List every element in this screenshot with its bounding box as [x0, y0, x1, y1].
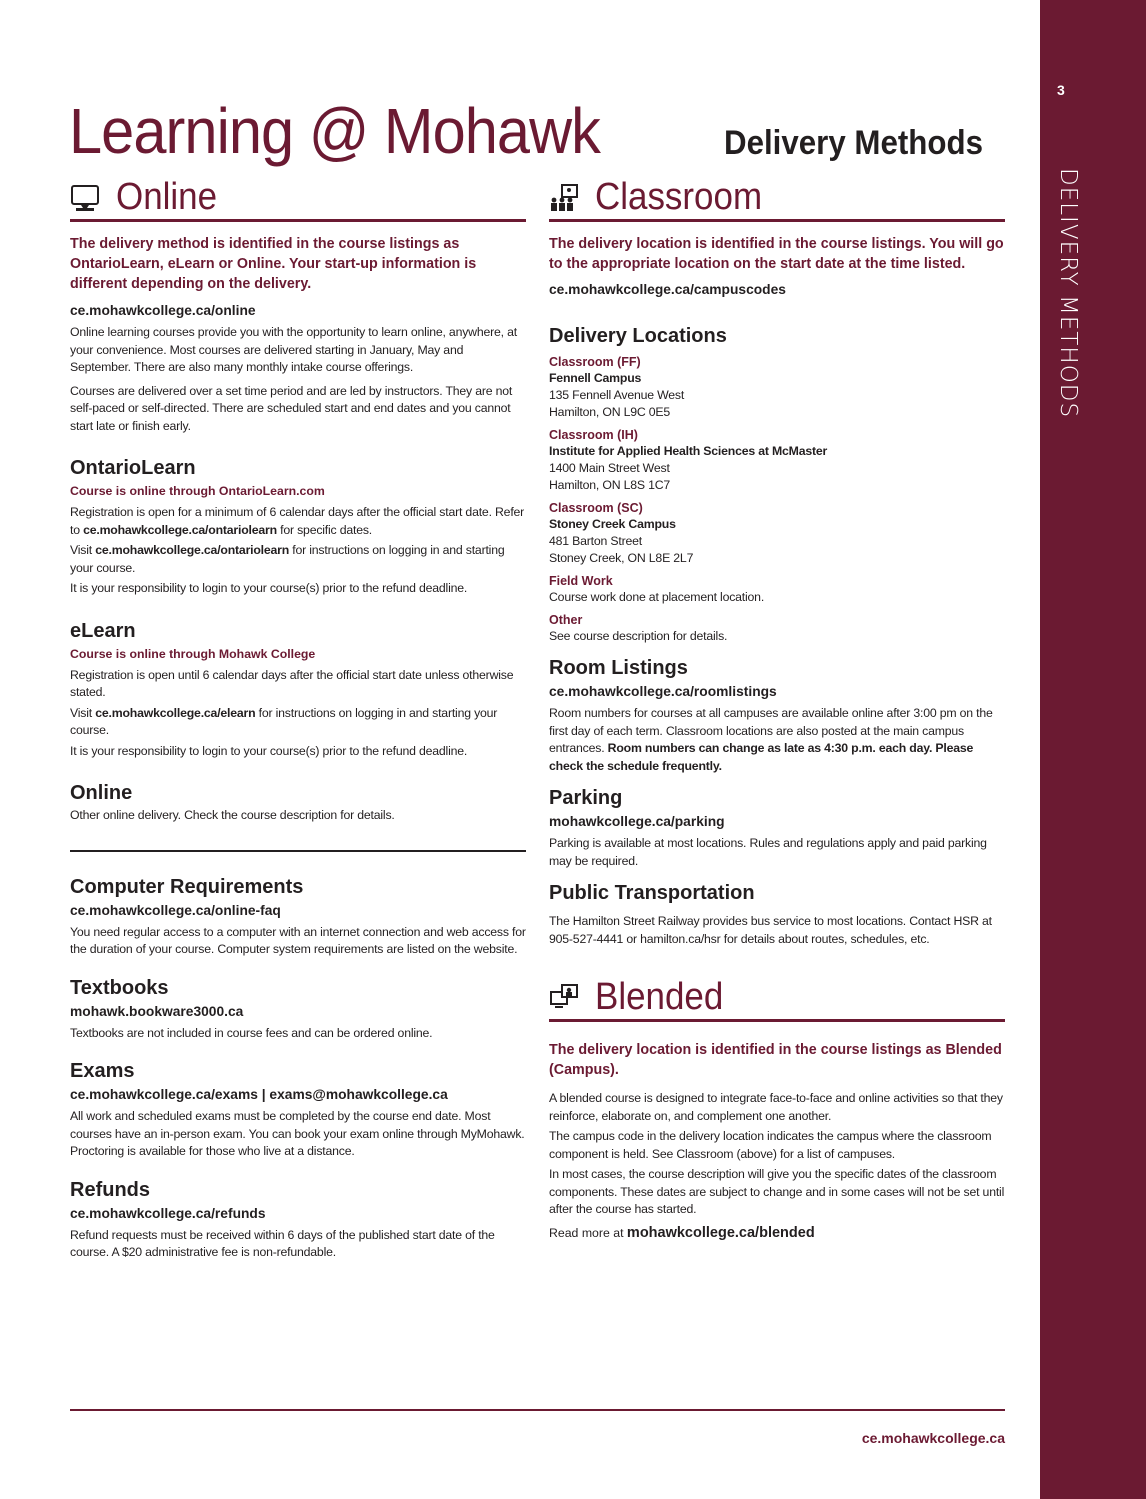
footer-url[interactable]: ce.mohawkcollege.ca [861, 1430, 1005, 1446]
ontariolearn-link-1[interactable]: ce.mohawkcollege.ca/ontariolearn [83, 522, 277, 537]
page-number: 3 [1057, 82, 1065, 98]
online-intro: The delivery method is identified in the course listings as OntarioLearn, eLearn or Online. Your start-up information is different depending on the delivery. [70, 236, 477, 292]
ontariolearn-title: OntarioLearn [70, 457, 196, 479]
online-paragraph-1: Online learning courses provide you with the opportunity to learn online, anywhere, at your convenience. Most courses are delivered starting in January, May and September. There are also many monthly intake course offerings. [70, 325, 517, 374]
blended-intro: The delivery location is identified in the course listings as Blended (Campus). [549, 1042, 1002, 1078]
ontariolearn-tag: Course is online through OntarioLearn.com [70, 484, 325, 498]
ontariolearn-paragraph-3: It is your responsibility to login to your course(s) prior to the refund deadline. [70, 581, 468, 595]
exams-title: Exams [70, 1060, 135, 1082]
location-ih-line2: Hamilton, ON L8S 1C7 [549, 478, 671, 492]
location-ff-line2: Hamilton, ON L9C 0E5 [549, 405, 671, 419]
classroom-heading: Classroom [595, 176, 763, 218]
rooms-warning: Room numbers can change as late as 4:30 p.m. each day. Please check the schedule frequently. [549, 741, 974, 773]
elearn-title: eLearn [70, 619, 136, 642]
transit-title: Public Transportation [549, 882, 755, 904]
blended-link[interactable]: mohawkcollege.ca/blended [626, 1224, 815, 1241]
side-title [1040, 168, 1096, 468]
elearn-paragraph-1: Registration is open until 6 calendar days after the official start date unless otherwise stated. [70, 667, 514, 699]
textbooks-title: Textbooks [70, 976, 169, 999]
elearn-paragraph-2: Visit ce.mohawkcollege.ca/elearn for instructions on logging in and starting your course. [70, 705, 498, 737]
location-ih-line1: 1400 Main Street West [549, 461, 670, 475]
ontariolearn-paragraph-1: Registration is open for a minimum of 6 calendar days after the official start date. Refer to ce.mohawkcollege.ca/ontariolearn for specific dates. [70, 505, 525, 537]
locations-title: Delivery Locations [549, 325, 727, 347]
footer-divider [70, 1409, 1005, 1411]
elearn-paragraph-3: It is your responsibility to login to your course(s) prior to the refund deadline. [70, 743, 468, 758]
computer-title: Computer Requirements [70, 875, 304, 898]
right-column [549, 176, 1005, 1241]
rooms-title: Room Listings [549, 657, 688, 679]
exams-url[interactable]: ce.mohawkcollege.ca/exams | exams@mohawkcollege.ca [70, 1087, 448, 1102]
blended-heading: Blended [595, 976, 724, 1018]
blended-paragraph-3: In most cases, the course description will give you the specific dates of the classroom components. These dates are subject to change and in some cases will not be set until after the course has started. [549, 1167, 1005, 1216]
location-other-line1: See course description for details. [549, 629, 728, 643]
computer-url[interactable]: ce.mohawkcollege.ca/online-faq [70, 902, 281, 918]
online-sub-title: Online [70, 782, 133, 804]
location-ff-line1: 135 Fennell Avenue West [549, 388, 685, 402]
blended-readmore: Read more at mohawkcollege.ca/blended [549, 1224, 815, 1241]
location-ff-label: Classroom (FF) [549, 355, 641, 369]
location-field-label: Field Work [549, 574, 613, 588]
blended-section-header [549, 976, 1005, 1022]
ontariolearn-link-2[interactable]: ce.mohawkcollege.ca/ontariolearn [95, 543, 290, 557]
location-sc-line2: Stoney Creek, ON L8E 2L7 [549, 551, 694, 565]
side-title-text: DELIVERY METHODS [1055, 168, 1081, 419]
rooms-url[interactable]: ce.mohawkcollege.ca/roomlistings [549, 684, 777, 699]
location-ih-label: Classroom (IH) [549, 428, 638, 442]
transit-paragraph: The Hamilton Street Railway provides bus service to most locations. Contact HSR at 905-527-4441 or hamilton.ca/hsr for details about routes, schedules, etc. [549, 914, 992, 946]
textbooks-paragraph: Textbooks are not included in course fees and can be ordered online. [70, 1025, 433, 1040]
parking-paragraph: Parking is available at most locations. Rules and regulations apply and paid parking may be required. [549, 836, 987, 868]
left-divider [70, 850, 526, 852]
location-sc-name: Stoney Creek Campus [549, 517, 676, 531]
left-column [70, 176, 526, 1262]
blended-paragraph-2: The campus code in the delivery location indicates the campus where the classroom component is held. See Classroom (above) for a list of campuses. [549, 1129, 992, 1161]
location-sc-line1: 481 Barton Street [549, 534, 642, 548]
location-ih-name: Institute for Applied Health Sciences at McMaster [549, 444, 828, 458]
page-title: Learning @ Mohawk [69, 95, 600, 167]
location-ff-name: Fennell Campus [549, 371, 642, 385]
online-paragraph-2: Courses are delivered over a set time period and are led by instructors. They are not self-paced or self-directed. There are scheduled start and end dates and you cannot start late or finish early. [70, 383, 513, 433]
ontariolearn-paragraph-2: Visit ce.mohawkcollege.ca/ontariolearn for instructions on logging in and starting your course. [70, 543, 505, 575]
parking-url[interactable]: mohawkcollege.ca/parking [549, 814, 725, 829]
classroom-intro: The delivery location is identified in the course listings. You will go to the appropriate location on the start date at the time listed. [549, 236, 1004, 272]
online-url[interactable]: ce.mohawkcollege.ca/online [70, 303, 256, 318]
location-other-label: Other [549, 613, 583, 627]
location-sc-label: Classroom (SC) [549, 501, 643, 515]
exams-paragraph: All work and scheduled exams must be completed by the course end date. Most courses have an in-person exam. You can book your exam online through MyMohawk. Proctoring is available for those who live at a distance. [70, 1109, 525, 1158]
monitor-icon [70, 183, 100, 213]
rooms-paragraph: Room numbers for courses at all campuses are available online after 3:00 pm on the first day of each term. Classroom locations are also posted at the main campus entrances. Room numbers can change as late as 4:30 p.m. each day. Please check the schedule frequently. [549, 706, 993, 773]
parking-title: Parking [549, 787, 623, 809]
blended-paragraph-1: A blended course is designed to integrate face-to-face and online activities so that they reinforce, elaborate on, and complement one another. [549, 1091, 1003, 1123]
refunds-url[interactable]: ce.mohawkcollege.ca/refunds [70, 1205, 266, 1221]
classroom-url[interactable]: ce.mohawkcollege.ca/campuscodes [549, 282, 786, 297]
location-field-line1: Course work done at placement location. [549, 590, 765, 604]
page-subtitle: Delivery Methods [724, 124, 984, 162]
refunds-title: Refunds [70, 1178, 150, 1201]
textbooks-url[interactable]: mohawk.bookware3000.ca [70, 1003, 244, 1019]
classroom-icon [549, 183, 579, 213]
online-section-header [70, 176, 526, 222]
online-sub-paragraph: Other online delivery. Check the course description for details. [70, 808, 395, 822]
refunds-paragraph: Refund requests must be received within 6 days of the published start date of the course. A $20 administrative fee is non-refundable. [70, 1227, 495, 1259]
computer-paragraph: You need regular access to a computer with an internet connection and web access for the duration of your course. Computer system requirements are listed on the website. [70, 924, 526, 956]
blended-icon [549, 983, 579, 1013]
elearn-tag: Course is online through Mohawk College [70, 646, 316, 661]
elearn-link[interactable]: ce.mohawkcollege.ca/elearn [95, 705, 256, 720]
classroom-section-header [549, 176, 1005, 222]
online-heading: Online [116, 176, 218, 218]
